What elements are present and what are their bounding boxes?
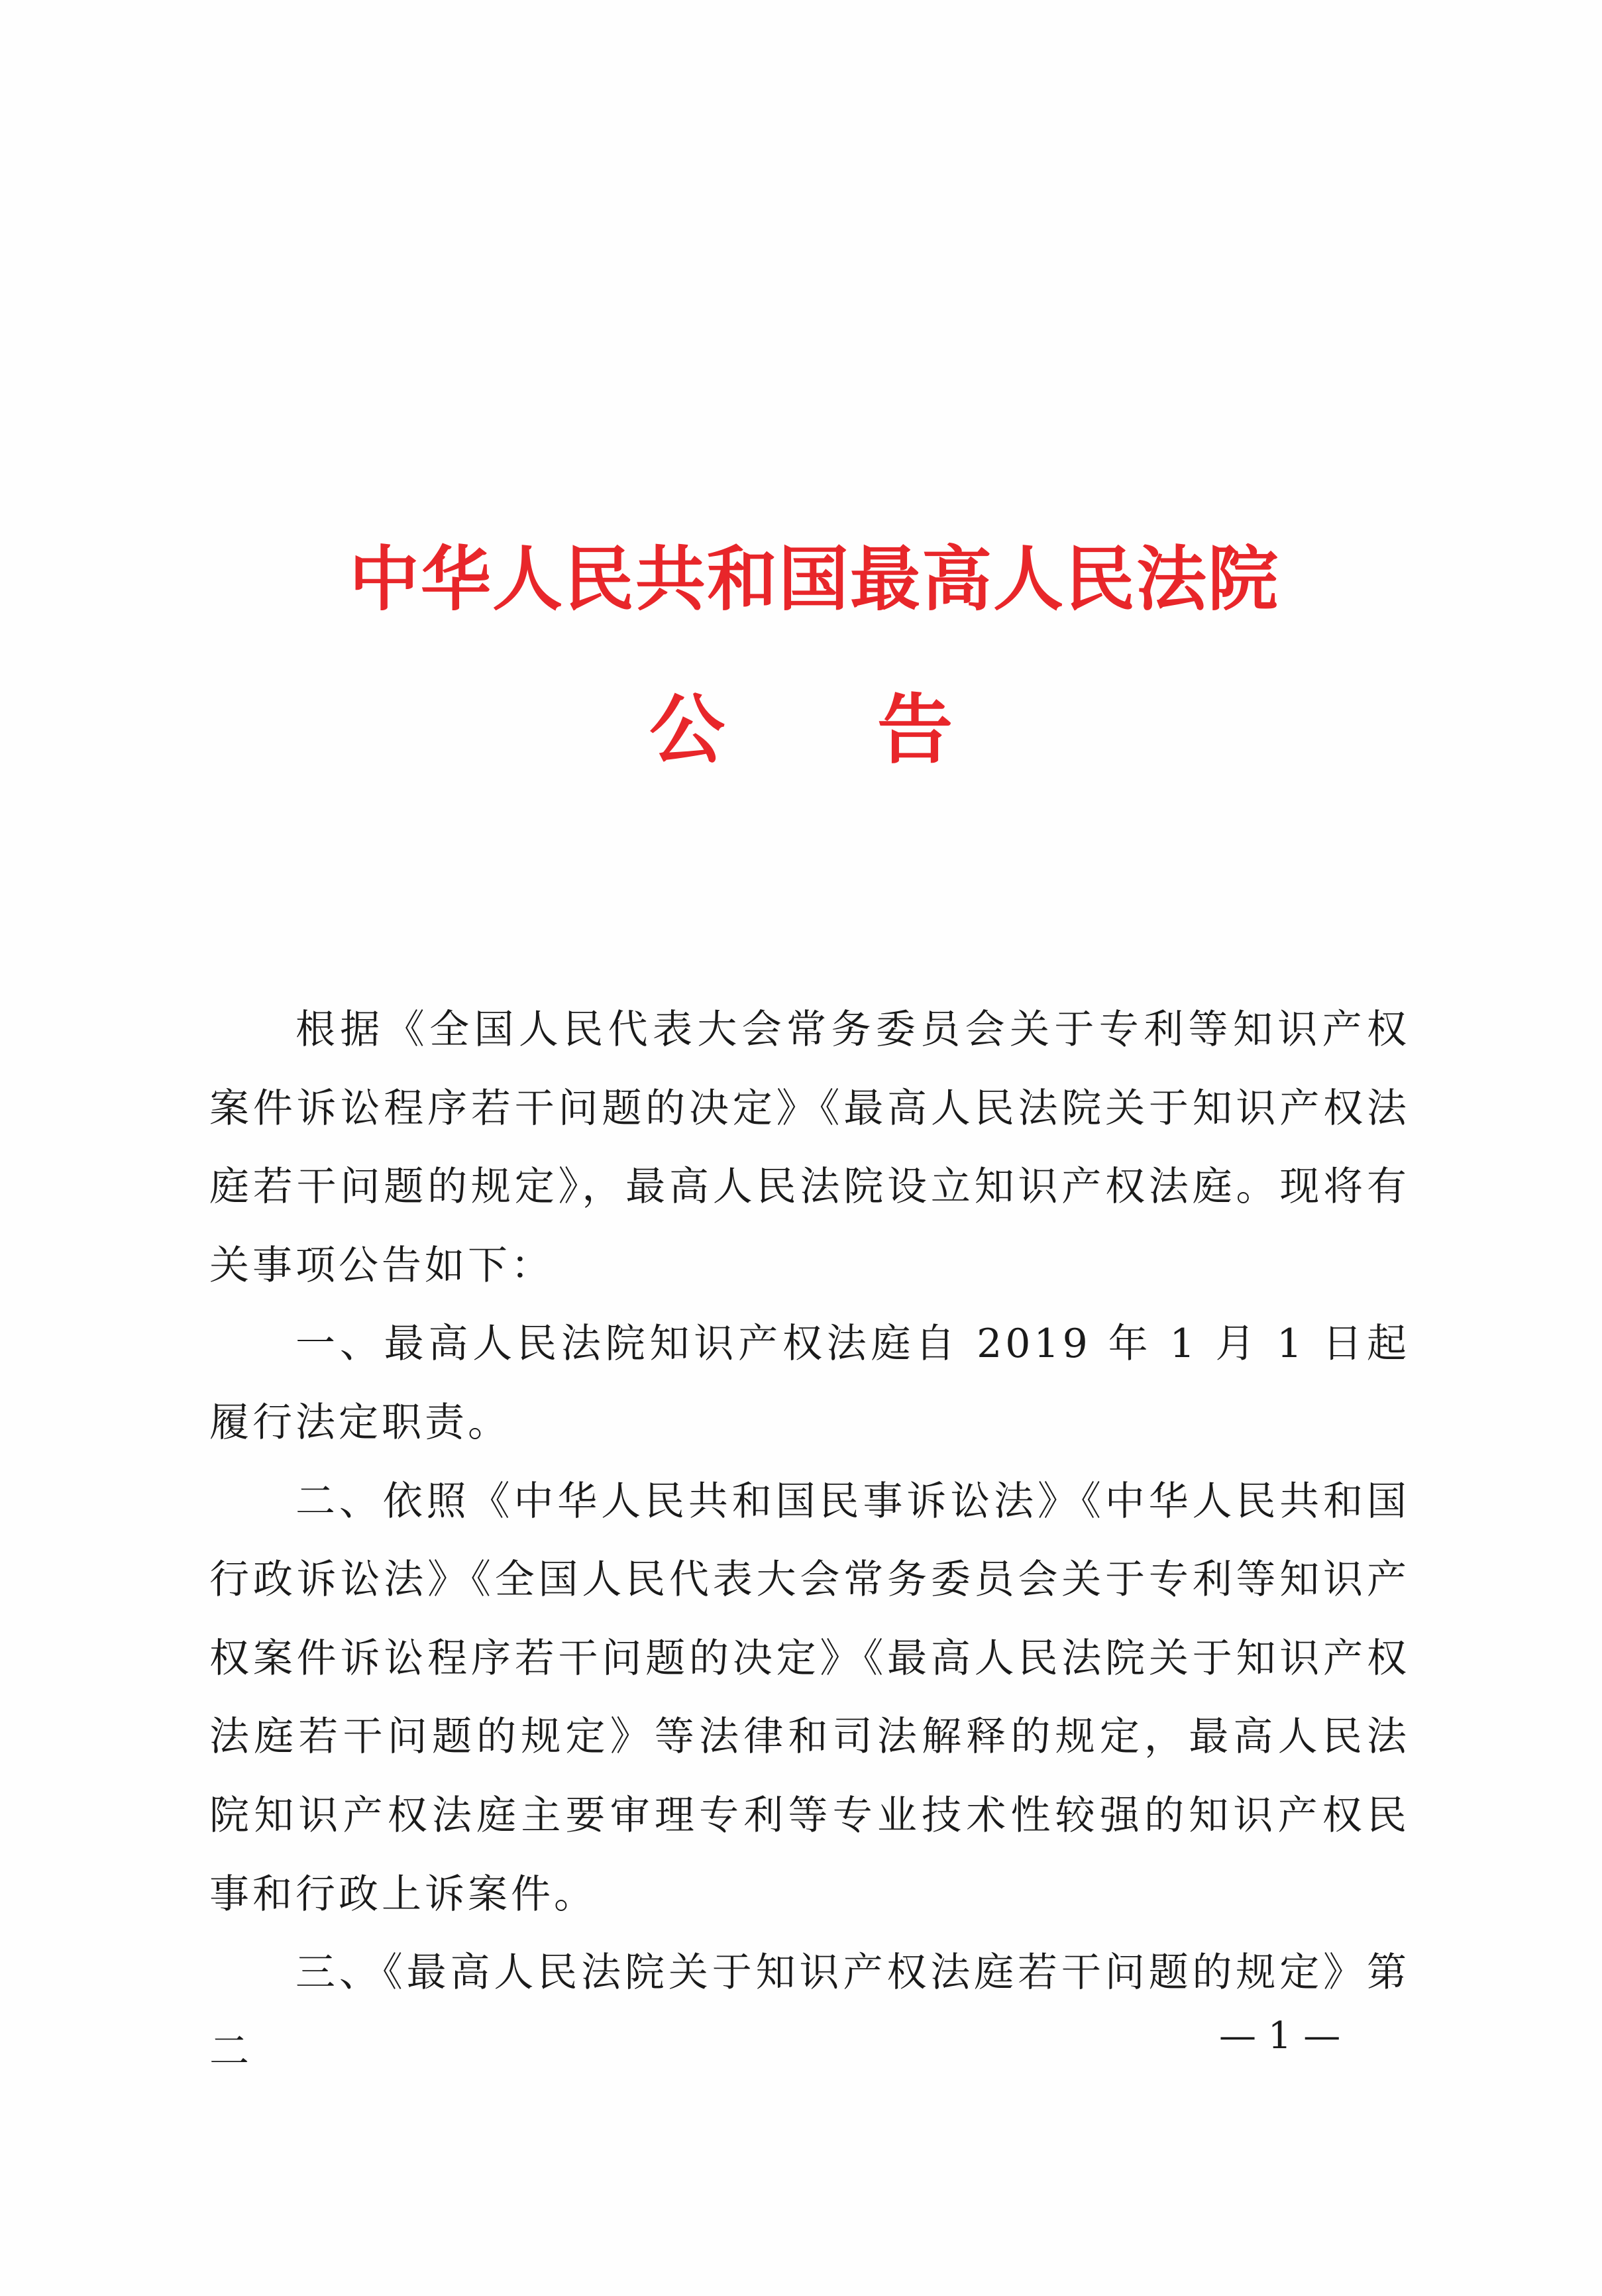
notice-body [209, 991, 1410, 2091]
paragraph-item-3: 三、《最高人民法院关于知识产权法庭若干问题的规定》第二 [209, 1949, 1410, 2075]
page-number: — 1 — [1219, 2014, 1341, 2057]
paragraph-item-2: 二、依照《中华人民共和国民事诉讼法》《中华人民共和国行政诉讼法》《全国人民代表大会常务委员会关于专利等知识产权案件诉讼程序若干问题的决定》《最高人民法院关于知识产权法庭若干问题的规定》等法律和司法解释的规定，最高人民法院知识产权法庭主要审理专利等专业技术性较强的知识产权民事和行政上诉案件。 [209, 1478, 1410, 1918]
paragraph-intro: 根据《全国人民代表大会常务委员会关于专利等知识产权案件诉讼程序若干问题的决定》《最高人民法院关于知识产权法庭若干问题的规定》，最高人民法院设立知识产权法庭。现将有关事项公告如下： [209, 1007, 1410, 1289]
paragraph-item-1: 一、最高人民法院知识产权法庭自 2019 年 1 月 1 日起履行法定职责。 [209, 1321, 1410, 1446]
court-name-heading: 中华人民共和国最高人民法院 [349, 539, 1279, 620]
notice-title-heading: 公告 [649, 686, 1105, 774]
